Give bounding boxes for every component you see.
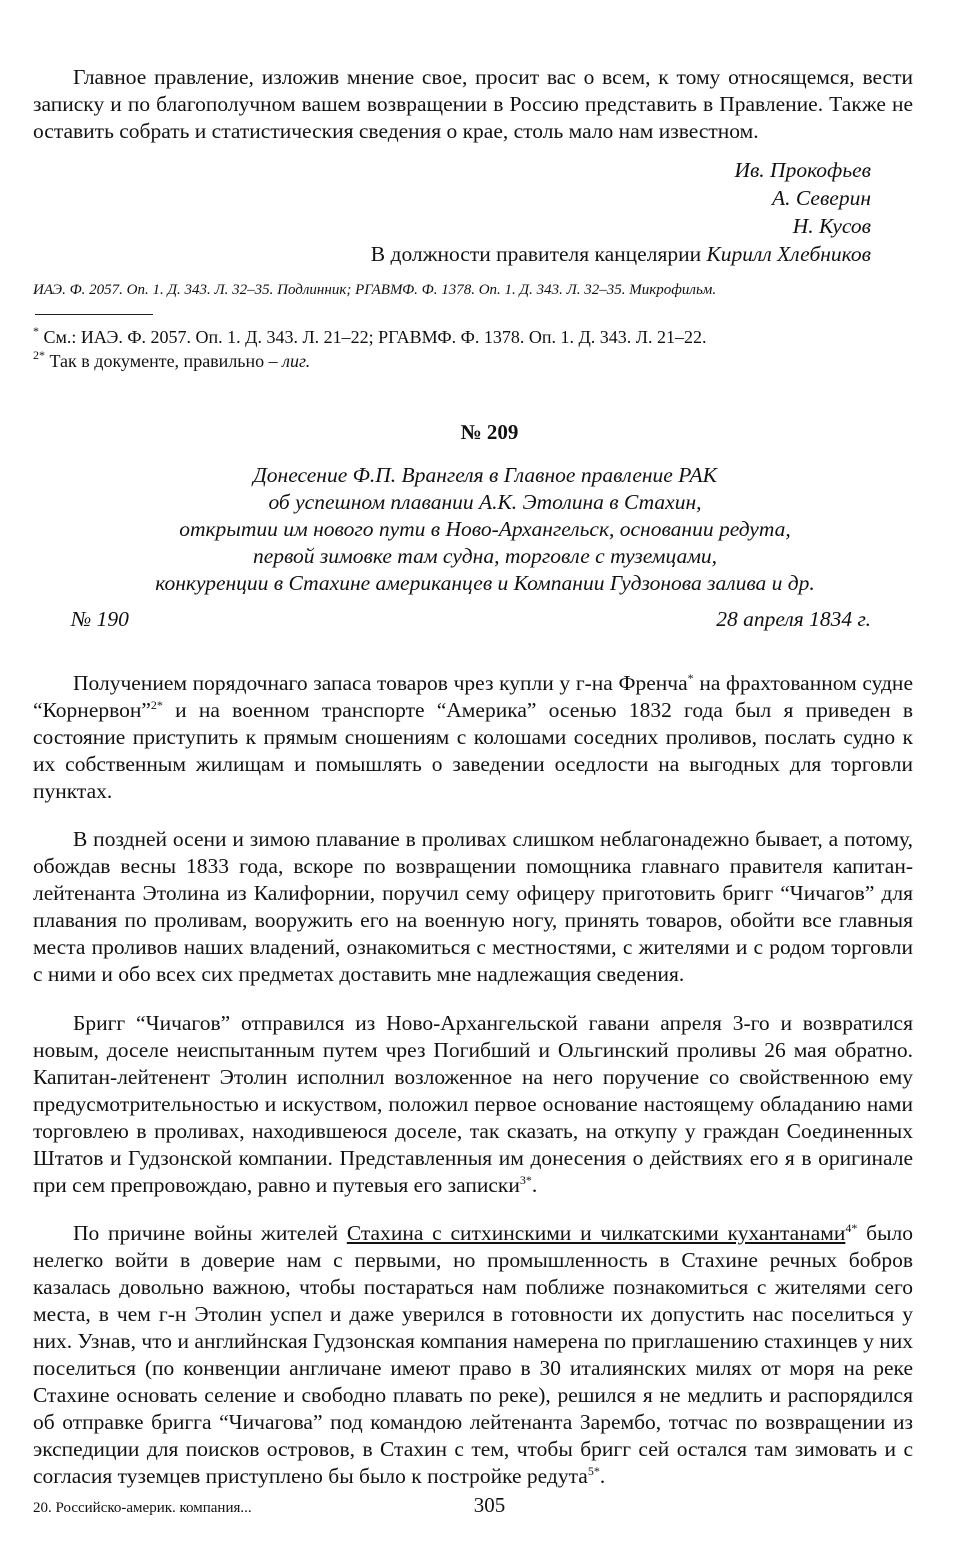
heading-line: об успешном плавании А.К. Этолина в Стахин, — [268, 490, 702, 514]
footnote-2-mark: 2* — [33, 348, 45, 362]
paragraph-1-part: и на военном транспорте “Америка” осенью 1832 года был я приведен в состояние приступить к прямым сношениям с колошами соседних проливов, послать судно к их собственным жилищам и помышлять о заведении оседлости на выгодных для торговли пунктах. — [33, 697, 913, 803]
footnote-ref-mark: 2* — [150, 697, 163, 712]
reference-number: № 190 — [71, 607, 129, 631]
signature-4-title: В должности правителя канцелярии — [370, 242, 702, 266]
heading-line: конкуренции в Стахине американцев и Компании Гудзонова залива и др. — [155, 571, 815, 595]
paragraph-4 — [33, 1220, 913, 1490]
signature-1: Ив. Прокофьев — [734, 158, 871, 182]
paragraph-4-part: . — [599, 1464, 606, 1488]
footnote-1-mark: * — [33, 324, 39, 338]
footer-signature-mark: 20. Российско-америк. компания... — [33, 1500, 252, 1516]
paragraph-1-part: на фрахтованном судне “Корнервон” — [33, 670, 913, 722]
main-text — [33, 648, 913, 1512]
archive-reference: ИАЭ. Ф. 2057. Оп. 1. Д. 343. Л. 32–35. Подлинник; РГАВМФ. Ф. 1378. Оп. 1. Д. 343. Л. 32–35. Микрофильм. — [33, 282, 717, 298]
intro-paragraph-block — [33, 42, 913, 166]
reference-date: 28 апреля 1834 г. — [716, 607, 871, 631]
footnote-ref-mark: 5* — [587, 1464, 600, 1478]
document-number: № 209 — [460, 420, 519, 444]
footnote-2 — [33, 350, 913, 373]
signature-block — [33, 156, 871, 268]
paragraph-4-part: По причине войны жителей — [73, 1221, 347, 1245]
heading-line: открытии им нового пути в Ново-Архангельск, основании редута, — [179, 517, 791, 541]
footnote-ref-mark: * — [687, 670, 694, 685]
signature-2: А. Северин — [772, 186, 871, 210]
footnote-ref-mark: 4* — [845, 1221, 858, 1235]
paragraph-3-part: Бригг “Чичагов” отправился из Ново-Архангельской гавани апреля 3-го и возвратился новым, доселе неиспытанным путем чрез Погибший и Ольгинский проливы 26 мая обратно. Капитан-лейтенент Этолин исполнил возложенное на него поручение со свойственною ему предусмотрительностью и искуством, положил первое основание настоящему обладанию нами торговлею в проливах, находившеюся доселе, так сказать, на откупу у граждан Соединенных Штатов и Гудзонской компании. Представленныя им донесения о действиях его я в оригинале при сем препровождаю, равно и путевыя его записки — [33, 1010, 913, 1197]
paragraph-2: В поздней осени и зимою плавание в проливах слишком неблагонадежно бывает, а потому, обождав весны 1833 года, вскоре по возвращении помощника главнаго правителя капитан-лейтенанта Этолина из Калифорнии, поручил сему офицеру приготовить бригг “Чичагов” для плавания по проливам, вооружить его на военную ногу, принять товаров, обойти все главныя места проливов наших владений, ознакомиться с местностями, с жителями и с родом торговли с ними и обо всех сих предметах доставить мне надлежащия сведения. — [33, 827, 913, 986]
signature-4-name: Кирилл Хлебников — [706, 242, 871, 266]
paragraph-3 — [33, 1010, 913, 1199]
footnote-2-text: Так в документе, правильно – — [49, 351, 278, 371]
intro-paragraph: Главное правление, изложив мнение свое, просит вас о всем, к тому относящемся, вести записку и по благополучном вашем возвращении в Россию представить в Правление. Также не оставить собрать и статистическия сведения о крае, столь мало нам известном. — [33, 64, 913, 143]
heading-line: первой зимовке там судна, торговле с туземцами, — [252, 544, 718, 568]
footnote-ref-mark: 3* — [519, 1172, 532, 1187]
underlined-phrase: Стахина с ситхинскими и чилкатскими кухантанами — [346, 1221, 846, 1245]
signature-4 — [33, 240, 871, 268]
footnote-2-italic: лиг. — [282, 351, 311, 371]
footnote-1 — [33, 326, 913, 349]
paragraph-1 — [33, 670, 913, 805]
footnote-divider — [35, 314, 153, 315]
signature-3: Н. Кусов — [792, 214, 871, 238]
heading-line: Донесение Ф.П. Врангеля в Главное правление РАК — [253, 463, 717, 487]
document-heading — [60, 462, 910, 597]
footnote-1-text: См.: ИАЭ. Ф. 2057. Оп. 1. Д. 343. Л. 21–22; РГАВМФ. Ф. 1378. Оп. 1. Д. 343. Л. 21–22. — [43, 327, 707, 347]
page-number: 305 — [473, 1493, 506, 1517]
paragraph-4-part: было нелегко войти в доверие нам с первыми, но промышленность в Стахине речных бобров казалась довольно важною, чтобы постараться нам поближе познакомиться с жителями сего места, в чем г-н Этолин успел и даже уверился в готовности их допустить нас поселиться у них. Узнав, что и английнская Гудзонская компания намерена по приглашению стахинцев у них поселиться (по конвенции англичане имеют право в 30 италиянских милях от моря на реке Стахине основать селение и свободно плавать по реке), решился я не медлить и распорядился об отправке бригга “Чичагова” под командою лейтенанта Зарембо, тотчас по возвращении из экспедиции для поисков островов, в Стахин с тем, чтобы бригг сей остался там зимовать и с согласия туземцев приступлено бы было к постройке редута — [33, 1221, 913, 1488]
paragraph-1-part: Получением порядочнаго запаса товаров чрез купли у г-на Френча — [73, 670, 688, 695]
paragraph-3-part: . — [531, 1172, 538, 1197]
